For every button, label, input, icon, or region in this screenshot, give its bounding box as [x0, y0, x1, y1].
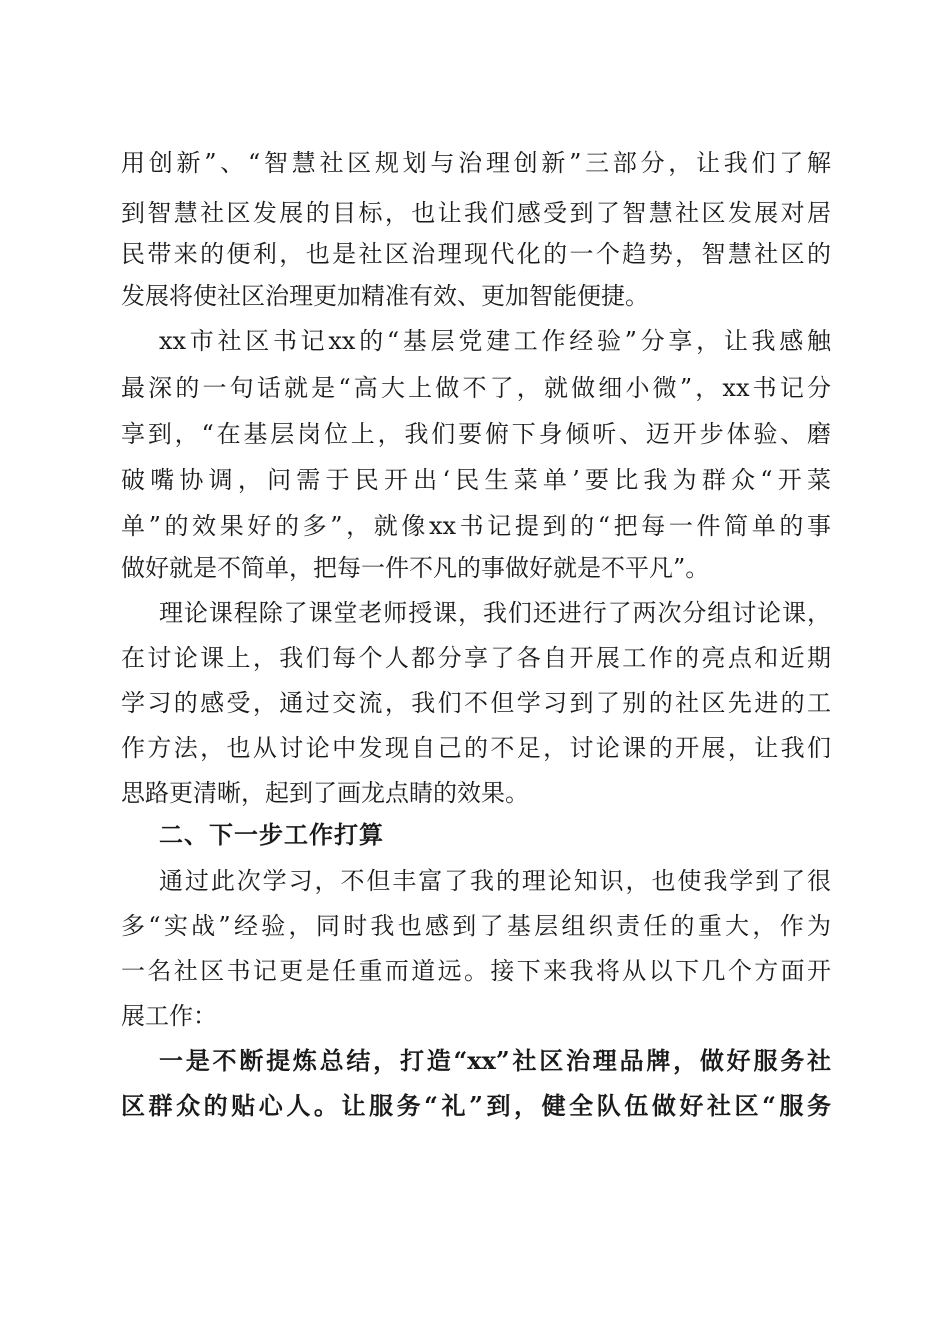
- paragraph-3-line-1: 理论课程除了课堂老师授课，我们还进行了两次分组讨论课，: [159, 599, 831, 627]
- paragraph-4-line-2: 多“实战”经验，同时我也感到了基层组织责任的重大，作为: [121, 912, 831, 940]
- paragraph-3-line-3: 学习的感受，通过交流，我们不但学习到了别的社区先进的工: [121, 689, 831, 717]
- paragraph-2-line-3: 享到，“在基层岗位上，我们要俯下身倾听、迈开步体验、磨: [121, 420, 831, 448]
- paragraph-1-line-1: 用创新”、“智慧社区规划与治理创新”三部分，让我们了解: [121, 149, 831, 177]
- paragraph-4-line-4: 展工作：: [121, 1002, 217, 1030]
- paragraph-3-line-4: 作方法，也从讨论中发现自己的不足，讨论课的开展，让我们: [121, 734, 831, 762]
- paragraph-2-line-4: 破嘴协调，问需于民开出‘民生菜单’要比我为群众“开菜: [121, 466, 831, 494]
- paragraph-2-line-5: 单”的效果好的多”，就像xx书记提到的“把每一件简单的事: [121, 512, 831, 540]
- paragraph-1-line-4: 发展将使社区治理更加精准有效、更加智能便捷。: [121, 282, 649, 310]
- paragraph-2-line-6: 做好就是不简单，把每一件不凡的事做好就是不平凡”。: [121, 554, 710, 582]
- paragraph-3-line-2: 在讨论课上，我们每个人都分享了各自开展工作的亮点和近期: [121, 644, 831, 672]
- paragraph-2-line-1: xx市社区书记xx的“基层党建工作经验”分享，让我感触: [159, 327, 831, 355]
- paragraph-5-line-2: 区群众的贴心人。让服务“礼”到，健全队伍做好社区“服务: [121, 1091, 831, 1120]
- paragraph-4-line-3: 一名社区书记更是任重而道远。接下来我将从以下几个方面开: [121, 957, 831, 985]
- section-heading: 二、下一步工作打算: [159, 821, 384, 849]
- paragraph-4-line-1: 通过此次学习，不但丰富了我的理论知识，也使我学到了很: [159, 867, 831, 895]
- paragraph-1-line-2: 到智慧社区发展的目标，也让我们感受到了智慧社区发展对居: [121, 199, 831, 227]
- paragraph-1-line-3: 民带来的便利，也是社区治理现代化的一个趋势，智慧社区的: [121, 240, 831, 268]
- paragraph-5-line-1: 一是不断提炼总结，打造“xx”社区治理品牌，做好服务社: [159, 1046, 831, 1075]
- paragraph-2-line-2: 最深的一句话就是“高大上做不了，就做细小微”，xx书记分: [121, 374, 831, 402]
- paragraph-3-line-5: 思路更清晰，起到了画龙点睛的效果。: [121, 779, 529, 807]
